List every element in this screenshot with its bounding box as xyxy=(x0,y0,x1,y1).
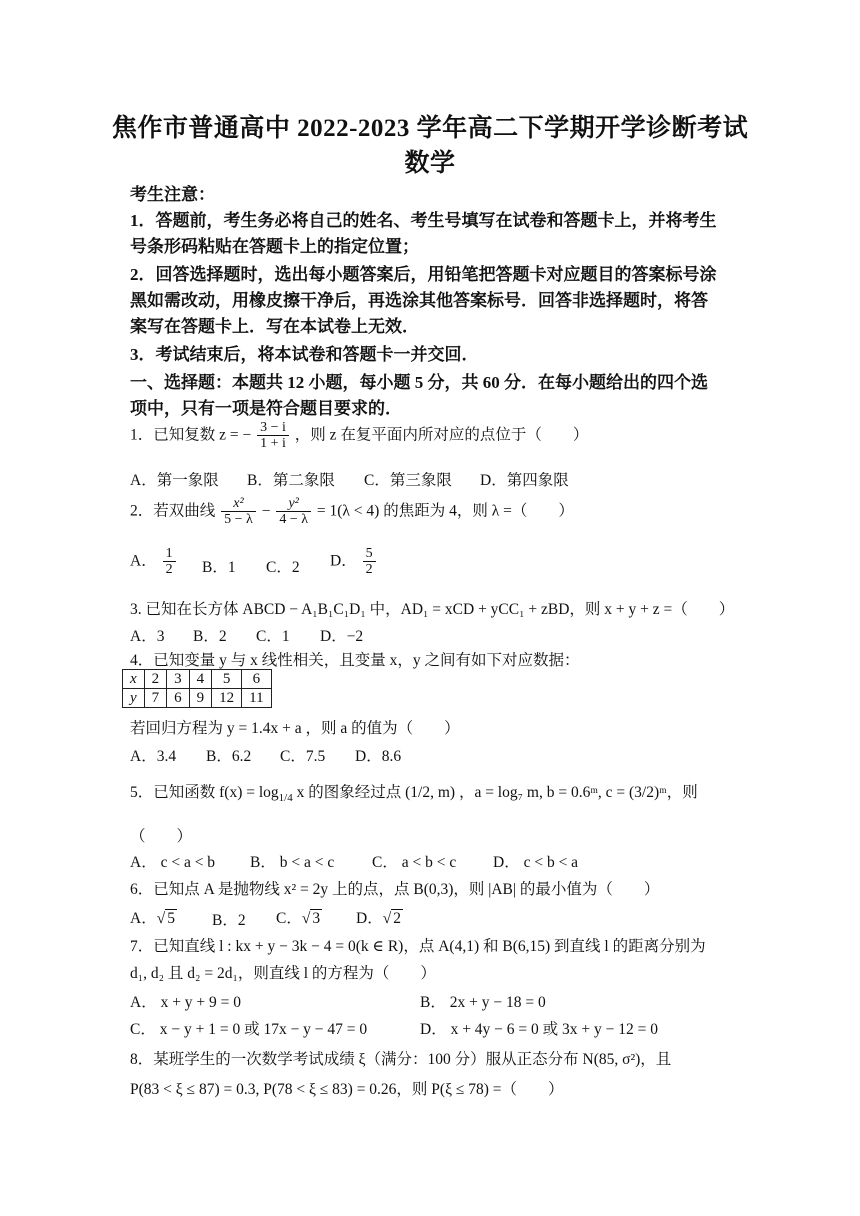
q6-option-c-label: C． xyxy=(276,910,302,927)
q6-option-a: A．√ 5 xyxy=(130,910,175,927)
q4-data-table xyxy=(122,669,272,708)
q3-option-b: B．2 xyxy=(193,628,227,645)
q5-option-a: A． c < a < b xyxy=(130,854,216,871)
table-cell: 6 xyxy=(242,670,271,689)
table-cell: 11 xyxy=(242,689,271,708)
q1-option-a: A．第一象限 xyxy=(130,472,219,489)
q6-option-a-label: A． xyxy=(130,910,157,927)
notice-header: 考生注意： xyxy=(130,185,215,204)
q2-option-c: C．2 xyxy=(266,559,300,576)
q5-blank: （ ） xyxy=(130,828,193,845)
q6-option-b: B．2 xyxy=(212,912,246,929)
q2-numerator-1: x² xyxy=(221,496,256,512)
question-1 xyxy=(130,420,588,452)
q4-option-d: D．8.6 xyxy=(355,748,402,765)
section-heading-b: 项中，只有一项是符合题目要求的． xyxy=(130,399,402,418)
q5-option-d: D． c < b < a xyxy=(493,854,579,871)
q2-option-d-fraction xyxy=(363,546,376,578)
q2-denominator-2: 4 − λ xyxy=(279,512,309,528)
table-cell: x xyxy=(123,670,145,689)
exam-title: 焦作市普通高中 2022-2023 学年高二下学期开学诊断考试 xyxy=(111,115,749,142)
table-cell: 3 xyxy=(167,670,190,689)
q1-suffix: ，则 z 在复平面内所对应的点位于（ ） xyxy=(294,426,589,444)
q5-mid: x 的图象经过点 xyxy=(296,784,402,801)
q7-option-a: A． x + y + 9 = 0 xyxy=(130,994,242,1011)
q2-minus: − xyxy=(261,502,271,520)
q6-option-c-value: 3 xyxy=(312,910,321,927)
q6-option-d: D．√ 2 xyxy=(356,910,401,927)
q2-fraction-1 xyxy=(221,496,256,528)
q1-fraction xyxy=(257,420,289,452)
q5-log-base: 1/4 xyxy=(278,792,293,805)
table-cell: 12 xyxy=(212,689,242,708)
question-3: 3. 已知在长方体 ABCD − A₁B₁C₁D₁ 中，AD₁ = xCD + yCC₁ + zBD，则 x + y + z =（ ） xyxy=(130,601,735,618)
q1-option-d: D．第四象限 xyxy=(480,472,569,489)
q3-option-a: A．3 xyxy=(130,628,165,645)
q7-option-c: C． x − y + 1 = 0 或 17x − y − 47 = 0 xyxy=(130,1021,368,1038)
table-cell: 9 xyxy=(189,689,212,708)
q5-prefix: 5．已知函数 f(x) = log xyxy=(130,784,279,801)
notice-2b: 黑如需改动，用橡皮擦干净后，再选涂其他答案标号．回答非选择题时，将答 xyxy=(130,291,708,310)
table-row-x xyxy=(123,670,272,689)
q6-option-a-value: 5 xyxy=(167,910,175,927)
q3-option-d: D．−2 xyxy=(320,628,364,645)
table-cell: 4 xyxy=(189,670,212,689)
table-cell: 5 xyxy=(212,670,242,689)
q2-option-a-fraction xyxy=(163,546,176,578)
q3-option-c: C．1 xyxy=(256,628,290,645)
question-4: 4．已知变量 y 与 x 线性相关，且变量 x，y 之间有如下对应数据： xyxy=(130,652,580,669)
question-7-line1: 7．已知直线 l : kx + y − 3k − 4 = 0(k ∈ R)，点 A(4,1) 和 B(6,15) 到直线 l 的距离分别为 xyxy=(130,938,706,955)
q2-suffix: = 1(λ < 4) 的焦距为 4，则 λ =（ ） xyxy=(316,502,574,520)
table-cell: 2 xyxy=(144,670,167,689)
q2-option-a-den: 2 xyxy=(165,562,173,578)
q5-point: (1/2, m) xyxy=(405,784,456,801)
notice-1a: 1．答题前，考生务必将自己的姓名、考生号填写在试卷和答题卡上，并将考生 xyxy=(130,211,717,230)
question-8-line2: P(83 < ξ ≤ 87) = 0.3, P(78 < ξ ≤ 83) = 0.26，则 P(ξ ≤ 78) =（ ） xyxy=(130,1081,564,1098)
question-6: 6．已知点 A 是抛物线 x² = 2y 上的点，点 B(0,3)，则 |AB| 的最小值为（ ） xyxy=(130,881,660,898)
question-5 xyxy=(130,780,698,804)
q2-option-d-label: D． xyxy=(330,552,357,570)
q2-option-b: B．1 xyxy=(202,559,236,576)
notice-2a: 2．回答选择题时，选出每小题答案后，用铅笔把答题卡对应题目的答案标号涂 xyxy=(130,265,717,284)
q5-option-c: C． a < b < c xyxy=(372,854,457,871)
table-cell: y xyxy=(123,689,145,708)
q1-numerator: 3 − i xyxy=(257,420,289,436)
question-2 xyxy=(130,496,574,528)
q6-option-d-value: 2 xyxy=(393,910,401,927)
notice-3: 3．考试结束后，将本试卷和答题卡一并交回． xyxy=(130,345,479,364)
section-heading-a: 一、选择题：本题共 12 小题，每小题 5 分，共 60 分．在每小题给出的四个选 xyxy=(130,373,708,392)
q2-denominator-1: 5 − λ xyxy=(224,512,253,528)
notice-1b: 号条形码粘贴在答题卡上的指定位置； xyxy=(130,237,419,256)
q7-option-d: D． x + 4y − 6 = 0 或 3x + y − 12 = 0 xyxy=(420,1021,659,1038)
q2-option-a-label: A． xyxy=(130,552,157,570)
q1-option-b: B．第二象限 xyxy=(247,472,335,489)
notice-2c: 案写在答题卡上．写在本试卷上无效． xyxy=(130,317,419,336)
table-row-y xyxy=(123,689,272,708)
q1-option-c: C．第三象限 xyxy=(364,472,452,489)
q5-rest: ，a = log₇ m, b = 0.6ᵐ, c = (3/2)ᵐ，则 xyxy=(458,784,698,801)
q5-option-b: B． b < a < c xyxy=(250,854,335,871)
q6-option-c: C．√ 3 xyxy=(276,910,321,927)
q4-option-a: A．3.4 xyxy=(130,748,177,765)
q2-numerator-2: y² xyxy=(276,496,311,512)
question-7-line2: d₁, d₂ 且 d₂ = 2d₁，则直线 l 的方程为（ ） xyxy=(130,965,436,982)
q2-option-d-den: 2 xyxy=(365,562,373,578)
q2-option-a xyxy=(130,546,178,578)
q2-prefix: 2．若双曲线 xyxy=(130,502,216,520)
q4-option-c: C．7.5 xyxy=(280,748,326,765)
table-cell: 7 xyxy=(144,689,167,708)
question-8-line1: 8．某班学生的一次数学考试成绩 ξ（满分：100 分）服从正态分布 N(85, σ²)，且 xyxy=(130,1051,672,1068)
q2-option-d-num: 5 xyxy=(363,546,376,562)
exam-subject: 数学 xyxy=(404,150,456,177)
question-4-regression: 若回归方程为 y = 1.4x + a ，则 a 的值为（ ） xyxy=(130,720,460,737)
q1-denominator: 1 + i xyxy=(260,436,286,452)
q7-option-b: B． 2x + y − 18 = 0 xyxy=(420,994,546,1011)
q1-prefix: 1．已知复数 z = − xyxy=(130,426,252,444)
table-cell: 6 xyxy=(167,689,190,708)
q2-fraction-2 xyxy=(276,496,311,528)
q2-option-d xyxy=(330,546,378,578)
q6-option-d-label: D． xyxy=(356,910,383,927)
q2-option-a-num: 1 xyxy=(163,546,176,562)
q4-option-b: B．6.2 xyxy=(206,748,252,765)
